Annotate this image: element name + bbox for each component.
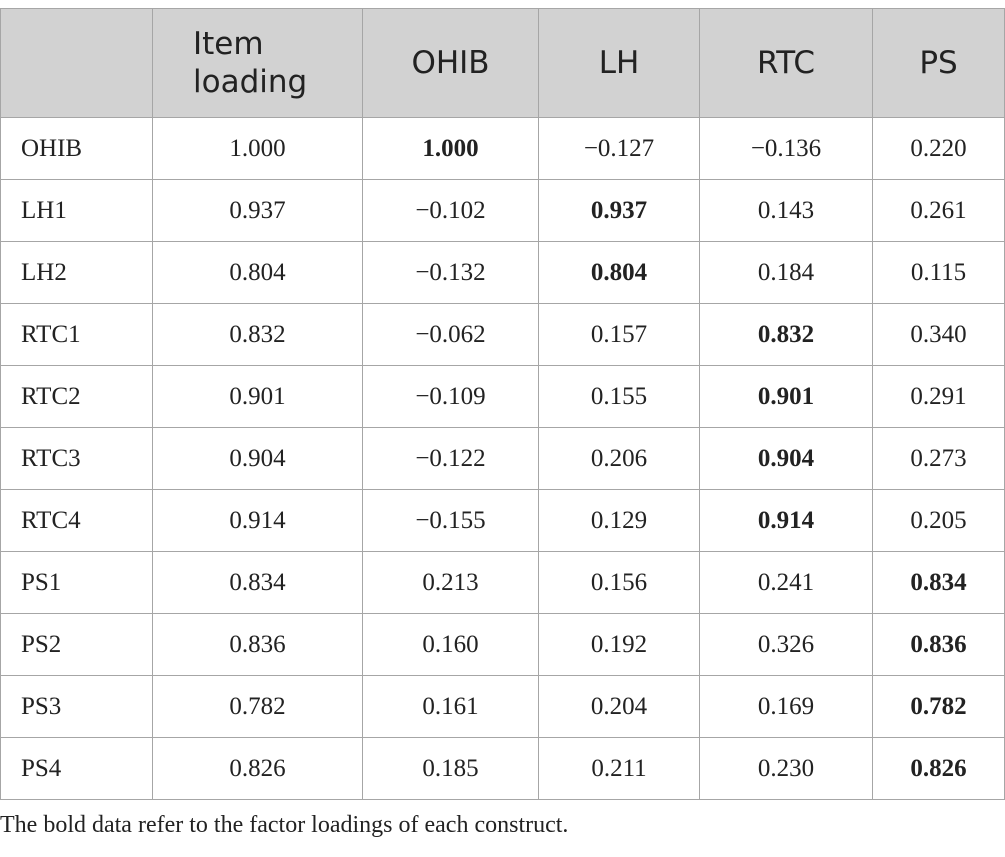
table-cell: 0.804 [153, 242, 363, 304]
table-cell: 0.782 [873, 676, 1005, 738]
row-label: PS3 [1, 676, 153, 738]
table-cell: 0.904 [700, 428, 873, 490]
table-cell: 0.901 [153, 366, 363, 428]
table-cell: 0.836 [153, 614, 363, 676]
table-cell: 0.220 [873, 118, 1005, 180]
table-cell: 0.836 [873, 614, 1005, 676]
table-row [1, 552, 1005, 614]
table-cell: −0.062 [363, 304, 539, 366]
table-cell: 0.782 [153, 676, 363, 738]
table-cell: 0.185 [363, 738, 539, 800]
table-cell: 0.937 [539, 180, 700, 242]
table-cell: 0.205 [873, 490, 1005, 552]
header-ohib: OHIB [363, 9, 539, 118]
table-cell: 0.340 [873, 304, 1005, 366]
table-cell: 0.914 [153, 490, 363, 552]
table-cell: 0.156 [539, 552, 700, 614]
table-cell: 0.211 [539, 738, 700, 800]
table-cell: 0.155 [539, 366, 700, 428]
table-cell: 0.115 [873, 242, 1005, 304]
table-row [1, 366, 1005, 428]
table-cell: 0.937 [153, 180, 363, 242]
table-cell: 0.826 [153, 738, 363, 800]
table-cell: 0.143 [700, 180, 873, 242]
header-lh: LH [539, 9, 700, 118]
table-cell: 1.000 [153, 118, 363, 180]
header-item-loading: Item loading [153, 9, 363, 118]
table-cell: −0.155 [363, 490, 539, 552]
table-row [1, 614, 1005, 676]
table-cell: 0.184 [700, 242, 873, 304]
table-cell: 0.157 [539, 304, 700, 366]
table-cell: 0.261 [873, 180, 1005, 242]
table-body [1, 118, 1005, 800]
row-label: RTC3 [1, 428, 153, 490]
table-footnote: The bold data refer to the factor loadings of each construct. [0, 812, 569, 838]
table-cell: 0.832 [700, 304, 873, 366]
table-cell: 0.901 [700, 366, 873, 428]
row-label: PS1 [1, 552, 153, 614]
table-row [1, 304, 1005, 366]
row-label: RTC2 [1, 366, 153, 428]
table-cell: 0.204 [539, 676, 700, 738]
table-cell: 0.834 [873, 552, 1005, 614]
table-row [1, 490, 1005, 552]
header-corner [1, 9, 153, 118]
table-row [1, 428, 1005, 490]
table-cell: 0.826 [873, 738, 1005, 800]
table-cell: 0.206 [539, 428, 700, 490]
table-row [1, 738, 1005, 800]
row-label: LH1 [1, 180, 153, 242]
table-cell: 0.129 [539, 490, 700, 552]
table-cell: −0.127 [539, 118, 700, 180]
table-cell: −0.109 [363, 366, 539, 428]
table-cell: −0.136 [700, 118, 873, 180]
table-row [1, 180, 1005, 242]
table-cell: −0.122 [363, 428, 539, 490]
row-label: PS4 [1, 738, 153, 800]
table-cell: 0.804 [539, 242, 700, 304]
table-cell: 0.169 [700, 676, 873, 738]
header-ps: PS [873, 9, 1005, 118]
table-cell: 0.832 [153, 304, 363, 366]
table-cell: 0.291 [873, 366, 1005, 428]
table-cell: 0.914 [700, 490, 873, 552]
table-row [1, 118, 1005, 180]
table-cell: 0.834 [153, 552, 363, 614]
header-rtc: RTC [700, 9, 873, 118]
table-cell: 0.273 [873, 428, 1005, 490]
factor-loadings-table [0, 8, 1005, 800]
row-label: OHIB [1, 118, 153, 180]
table-cell: 0.326 [700, 614, 873, 676]
row-label: PS2 [1, 614, 153, 676]
table-cell: 0.213 [363, 552, 539, 614]
table-row [1, 676, 1005, 738]
table-cell: 0.230 [700, 738, 873, 800]
row-label: RTC1 [1, 304, 153, 366]
table-cell: 0.160 [363, 614, 539, 676]
header-row [1, 9, 1005, 118]
table-cell: 0.192 [539, 614, 700, 676]
table-cell: 1.000 [363, 118, 539, 180]
table-cell: 0.161 [363, 676, 539, 738]
table-row [1, 242, 1005, 304]
table-cell: 0.904 [153, 428, 363, 490]
table-cell: −0.102 [363, 180, 539, 242]
table-cell: −0.132 [363, 242, 539, 304]
table-cell: 0.241 [700, 552, 873, 614]
row-label: LH2 [1, 242, 153, 304]
row-label: RTC4 [1, 490, 153, 552]
